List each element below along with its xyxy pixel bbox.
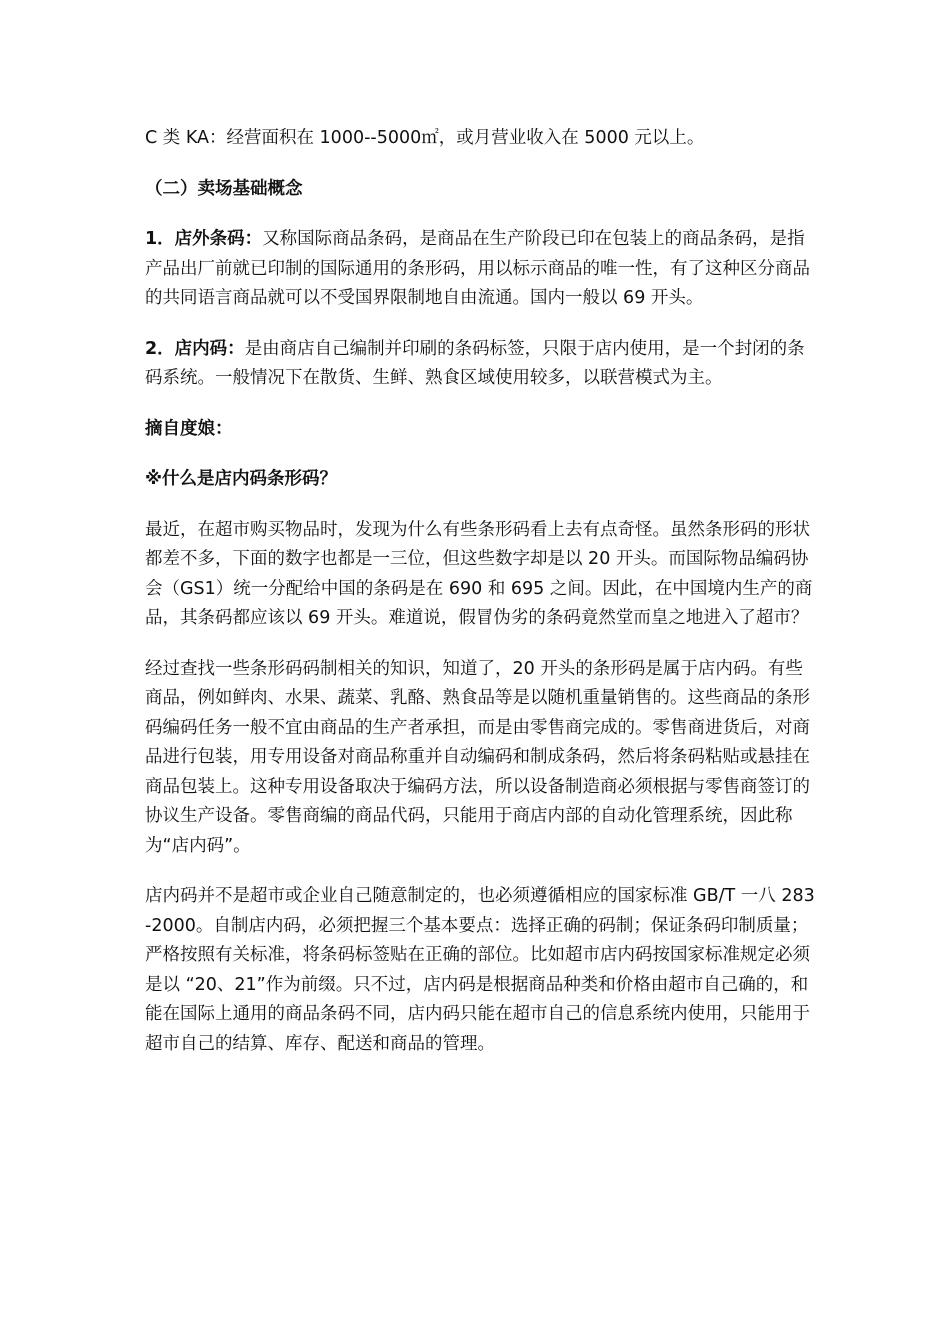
source-label: 摘自度娘： (145, 418, 233, 439)
item-instore-code-lead: 2．店内码： (145, 338, 245, 359)
body-paragraph-1: 最近，在超市购买物品时，发现为什么有些条形码看上去有点奇怪。虽然条形码的形状都差不多，下面的数字也都是一三位，但这些数字却是以 20 开头。而国际物品编码协会（GS1）统一分配给中国的条码是在 690 和 695 之间。因此，在中国境内生产的商品，其条码都应该以 69 开头。难道说，假冒伪劣的条码竟然堂而皇之地进入了超市？ (145, 519, 813, 628)
item-outside-barcode-lead: 1．店外条码： (145, 229, 263, 249)
document-body (145, 124, 815, 1080)
c-ka-definition: C 类 KA：经营面积在 1000--5000㎡，或月营业收入在 5000 元以上。 (145, 128, 705, 148)
body-paragraph-2: 经过查找一些条形码码制相关的知识，知道了，20 开头的条形码是属于店内码。有些商品，例如鲜肉、水果、蔬菜、乳酪、熟食品等是以随机重量销售的。这些商品的条形码编码任务一般不宜由商品的生产者承担，而是由零售商完成的。零售商进货后，对商品进行包装，用专用设备对商品称重并自动编码和制成条码，然后将条码粘贴或悬挂在商品包装上。这种专用设备取决于编码方法，所以设备制造商必须根据与零售商签订的协议生产设备。零售商编的商品代码，只能用于商店内部的自动化管理系统，因此称为“店内码”。 (145, 658, 810, 856)
body-paragraph-3: 店内码并不是超市或企业自己随意制定的，也必须遵循相应的国家标准 GB/T 一八 283-2000。自制店内码，必须把握三个基本要点：选择正确的码制；保证条码印制质量；严格按照有关标准，将条码标签贴在正确的部位。比如超市店内码按国家标准规定必须是以 “20、21”作为前缀。只不过，店内码是根据商品种类和价格由超市自己确的，和能在国际上通用的商品条码不同，店内码只能在超市自己的信息系统内使用，只能用于超市自己的结算、库存、配送和商品的管理。 (145, 886, 815, 1054)
question-heading: ※什么是店内码条形码？ (145, 469, 338, 489)
section-heading: （二）卖场基础概念 (145, 178, 303, 199)
item-instore-code-text: 是由商店自己编制并印刷的条码标签，只限于店内使用，是一个封闭的条码系统。一般情况下在散货、生鲜、熟食区域使用较多，以联营模式为主。 (145, 338, 805, 388)
item-outside-barcode-text: 又称国际商品条码，是商品在生产阶段已印在包装上的商品条码，是指产品出厂前就已印制的国际通用的条形码，用以标示商品的唯一性，有了这种区分商品的共同语言商品就可以不受国界限制地自由流通。国内一般以 69 开头。 (145, 229, 810, 308)
item-instore-code (145, 335, 815, 394)
item-outside-barcode (145, 225, 815, 314)
